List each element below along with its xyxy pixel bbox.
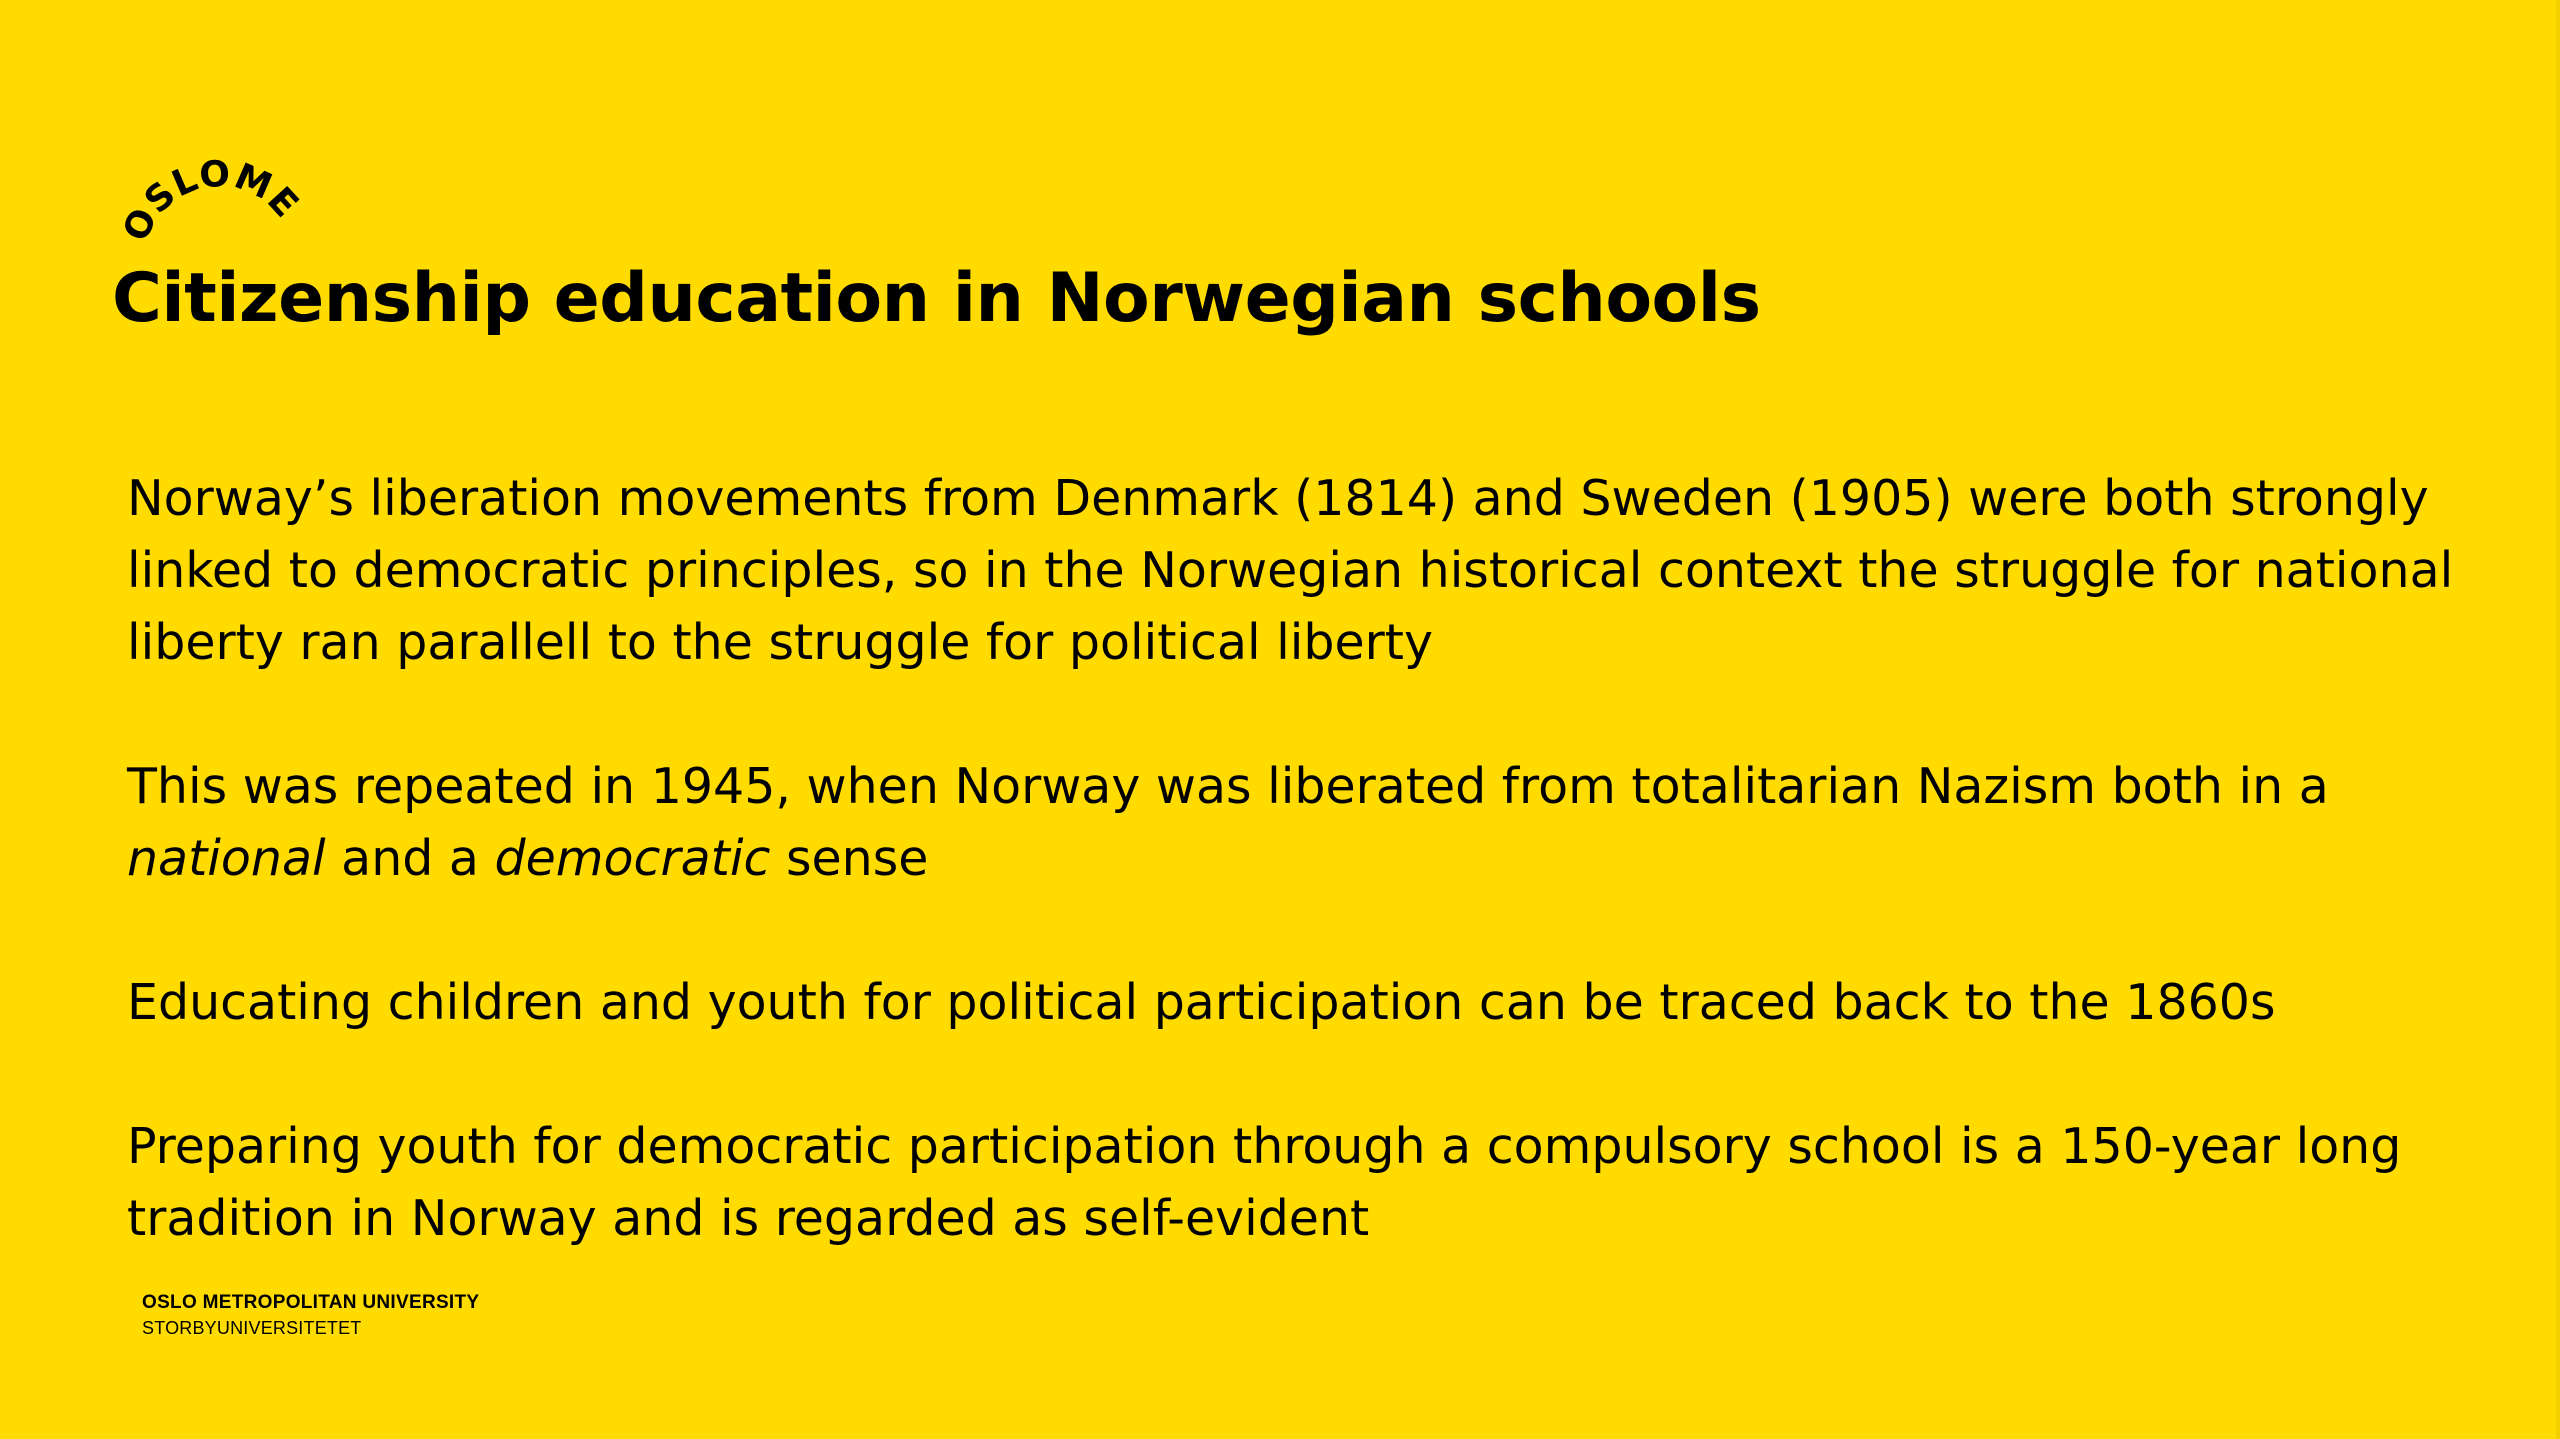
footer-line-norwegian: STORBYUNIVERSITETET (142, 1318, 362, 1338)
oslomet-logo (115, 88, 318, 250)
emphasis-democratic: democratic (494, 830, 771, 887)
slide-body (127, 463, 2457, 1255)
paragraph-liberation: Norway’s liberation movements from Denmark (1814) and Sweden (1905) were both strongly linked to democratic principles, so in the Norwegian historical context the struggle for national liberty ran parallell to the struggle for political liberty (127, 470, 2454, 671)
oslomet-arc-logo-icon (115, 88, 318, 250)
paragraph-1860s: Educating children and youth for political participation can be traced back to the 1860s (127, 974, 2276, 1031)
footer-line-english: OSLO METROPOLITAN UNIVERSITY (142, 1292, 480, 1313)
slide-title: Citizenship education in Norwegian schools (112, 259, 1761, 338)
svg-text:OSLOMET (115, 88, 306, 247)
paragraph-1945-part2: and a (325, 830, 495, 887)
paragraph-tradition: Preparing youth for democratic participation through a compulsory school is a 150-year long tradition in Norway and is regarded as self-evident (127, 1118, 2402, 1247)
paragraph-1945 (127, 751, 2457, 895)
logo-text: OSLOMET (115, 88, 307, 248)
paragraph-1945-part1: This was repeated in 1945, when Norway was liberated from totalitarian Nazism both in a (127, 758, 2329, 815)
emphasis-national: national (127, 830, 326, 887)
paragraph-1945-part3: sense (770, 830, 929, 887)
footer-university-name (142, 1290, 479, 1340)
slide-edge-strip (2556, 0, 2560, 1439)
